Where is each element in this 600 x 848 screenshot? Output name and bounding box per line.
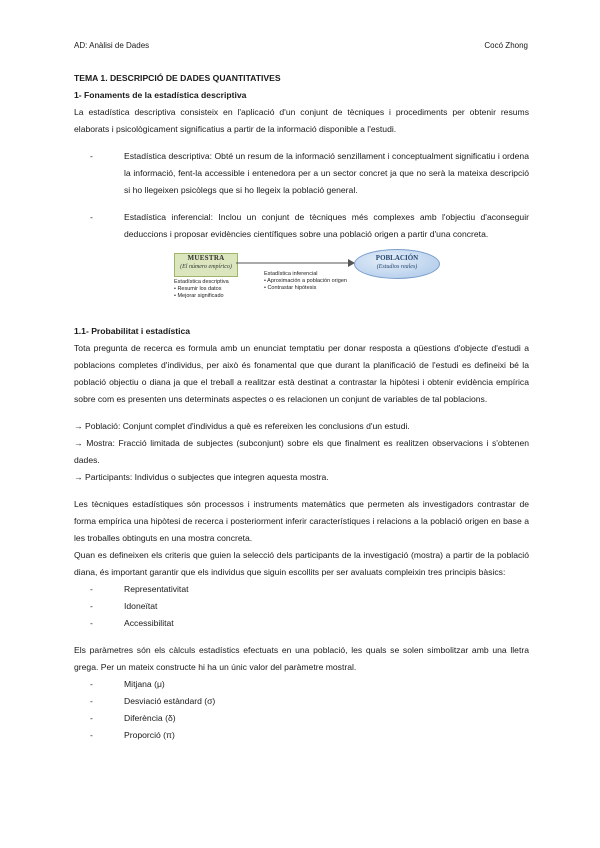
- list-item: - Mitjana (μ): [90, 679, 165, 689]
- muestra-box: MUESTRA (El número empírico): [174, 253, 238, 277]
- definition-poblacio: → Població: Conjunt complet d'individus a què es refereixen les conclusions d'un estudi.: [74, 421, 410, 431]
- sample-population-diagram: [74, 249, 529, 313]
- section-2-para-2: Les tècniques estadístiques són processos i instruments matemàtics que permeten als investigadors contrastar de forma empírica una hipòtesi de recerca i posteriorment inferir característiques i relacions a la població origen en base a les troballes obtinguts en una mostra concreta.: [74, 499, 529, 543]
- section-heading-2: 1.1- Probabilitat i estadística: [74, 326, 191, 336]
- section-1-intro: La estadística descriptiva consisteix en l'aplicació d'un conjunt de tècniques i procediments per obtenir resums elaborats i psicològicament significatius a partir de la informació disponible a l'estudi.: [74, 107, 529, 134]
- poblacion-ellipse: POBLACIÓN (Estudios reales): [354, 249, 440, 279]
- section-2-para-4: Els paràmetres són els càlculs estadístics efectuats en una població, les quals se solen simbolitzar amb una lletra grega. Per un mateix constructe hi ha un únic valor del paràmetre mostral.: [74, 645, 529, 672]
- arrow-icon: [236, 255, 356, 271]
- header-author: Cocó Zhong: [484, 41, 528, 50]
- page-header: [74, 37, 528, 54]
- list-item: - Estadística descriptiva: Obté un resum de la informació senzillament i conceptualment significatiu i ordena la informació, fent-la accessible i entenedora per a un sector concret ja que no serà la mateixa descripció si ho llegeixen psicòlegs que si ho llegeix la població general.: [90, 151, 529, 195]
- document-title: TEMA 1. DESCRIPCIÓ DE DADES QUANTITATIVES: [74, 73, 281, 83]
- section-2-para-1: Tota pregunta de recerca es formula amb un enunciat temptatiu per donar resposta a qüestions d'objecte d'estudi a poblacions completes d'individus, per això és fonamental que que durant la planificació de l'estudi es defineixi bé la població objectiu o diana ja que el treball a realitzar està destinat a contrastar la hipòtesi i obtenir evidència empírica sobre com es presenten uns determinats aspectes o es relacionen un conjunt de variables de tal poblacions.: [74, 343, 529, 404]
- header-course: AD: Anàlisi de Dades: [74, 41, 150, 50]
- list-item: - Desviació estàndard (σ): [90, 696, 216, 706]
- definition-participants: → Participants: Individus o subjectes que integren aquesta mostra.: [74, 472, 329, 482]
- section-heading-1: 1- Fonaments de la estadística descriptiva: [74, 90, 247, 100]
- list-item: - Estadística inferencial: Inclou un conjunt de tècniques més complexes amb l'objectiu d'aconseguir deduccions i proposar evidències científiques sobre una població origen a partir d'una concreta.: [90, 212, 529, 239]
- definition-mostra: → Mostra: Fracció limitada de subjectes (subconjunt) sobre els que finalment es realitzen observacions i s'obtenen dades.: [74, 438, 529, 465]
- list-item: - Accessibilitat: [90, 618, 174, 628]
- list-item: - Proporció (π): [90, 730, 175, 740]
- section-2-para-3: Quan es defineixen els criteris que guien la selecció dels participants de la investigació (mostra) a partir de la població diana, és important garantir que els individus que siguin escollits per ser avaluats compleixin tres principis bàsics:: [74, 550, 529, 577]
- inf-stat-note: Estadística inferencial • Aproximación a población origen • Contrastar hipótesis: [264, 271, 347, 291]
- desc-stat-note: Estadística descriptiva • Resumir los datos • Mejorar significado: [174, 279, 229, 299]
- list-item: - Idoneïtat: [90, 601, 158, 611]
- list-item: - Representativitat: [90, 584, 189, 594]
- document-body: [74, 70, 529, 744]
- list-item: - Diferència (δ): [90, 713, 176, 723]
